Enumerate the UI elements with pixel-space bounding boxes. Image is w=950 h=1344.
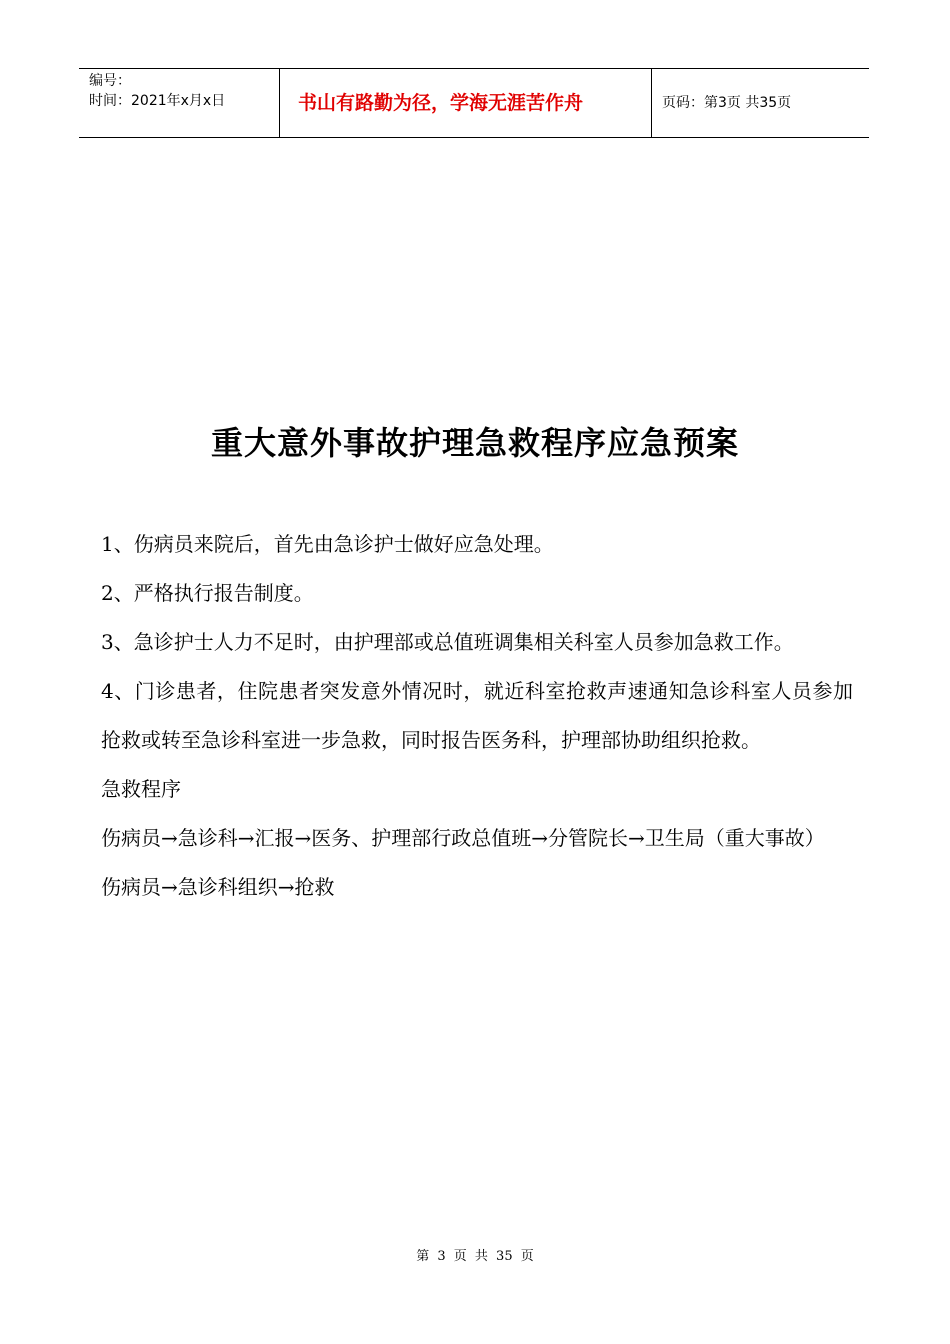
number-label: 编号： [89,73,131,89]
page-code-cell [652,69,869,137]
paragraph-1: 1、伤病员来院后，首先由急诊护士做好应急处理。 [101,532,554,556]
document-body [101,520,853,912]
header-info-cell [79,69,280,137]
procedure-flow-2: 伤病员→急诊科组织→抢救 [101,875,335,899]
section-heading: 急救程序 [101,777,181,801]
page-footer: 第 3 页 共 35 页 [416,1249,534,1264]
header-table [79,68,869,138]
paragraph-4: 4、门诊患者，住院患者突发意外情况时，就近科室抢救声速通知急诊科室人员参加抢救或转至急诊科室进一步急救，同时报告医务科，护理部协助组织抢救。 [101,679,853,752]
document-title: 重大意外事故护理急救程序应急预案 [210,424,739,462]
procedure-flow-1: 伤病员→急诊科→汇报→医务、护理部行政总值班→分管院长→卫生局（重大事故） [101,826,825,850]
paragraph-2: 2、严格执行报告制度。 [101,581,314,605]
motto-text: 书山有路勤为径，学海无涯苦作舟 [298,92,584,114]
paragraph-3: 3、急诊护士人力不足时，由护理部或总值班调集相关科室人员参加急救工作。 [101,630,794,654]
date-label: 时间：2021年x月x日 [89,93,226,109]
motto-cell [280,69,652,137]
page-code-text: 页码：第3页 共35页 [662,95,792,111]
